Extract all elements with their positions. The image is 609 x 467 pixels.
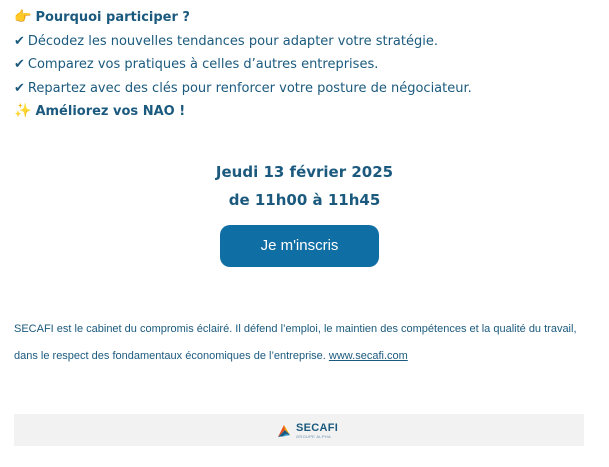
checkmark-icon: ✔ [14,80,25,96]
footer-text: SECAFI est le cabinet du compromis éclairé. Il défend l’emploi, le maintien des compétences et la qualité du travail, dans le respect des fondamentaux économiques de l’entreprise. [14,323,577,362]
secafi-logo-icon [276,423,292,439]
benefits-heading [14,6,594,30]
benefit-text: Comparez vos pratiques à celles d’autres entreprises. [27,57,379,72]
pointing-hand-icon: 👉 [14,9,32,25]
benefit-text: Décodez les nouvelles tendances pour adapter votre stratégie. [27,33,438,49]
event-time: de 11h00 à 11h45 [228,191,381,209]
benefit-item [14,30,594,54]
register-button[interactable]: Je m'inscris [220,225,379,267]
benefit-item [14,77,594,101]
secafi-logo[interactable] [276,421,338,441]
benefits-section [14,6,594,124]
event-date: Jeudi 13 février 2025 [215,163,394,181]
footer-logo-bar [14,414,584,446]
sparkles-icon: ✨ [14,103,32,119]
website-link[interactable]: www.secafi.com [328,350,408,362]
benefit-text: Repartez avec des clés pour renforcer votre posture de négociateur. [27,80,472,96]
checkmark-icon: ✔ [14,33,25,49]
logo-name: SECAFI [296,422,339,434]
benefits-heading-text: Pourquoi participer ? [35,10,190,25]
benefit-item [14,53,594,77]
footer-description [14,316,598,370]
benefits-closing-text: Améliorez vos NAO ! [35,104,186,119]
checkmark-icon: ✔ [14,57,25,72]
benefits-closing [14,100,594,124]
logo-subtitle: GROUPE ALPHA [296,434,331,439]
event-schedule [0,158,609,214]
